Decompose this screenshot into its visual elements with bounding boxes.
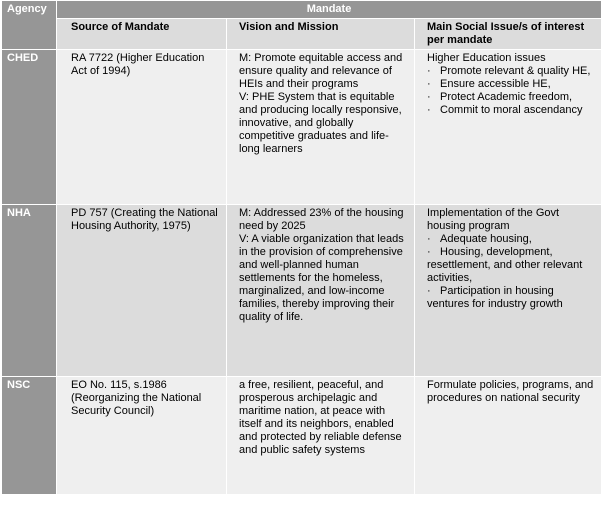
agency-name: NHA [2,205,57,377]
table-row [2,377,602,495]
mission-text: M: Promote equitable access and ensure quality and relevance of HEIs and their programs [239,52,403,90]
issues-cell [415,205,602,377]
issues-intro: Implementation of the Govt housing program [427,207,560,232]
issues-intro: Formulate policies, programs, and procedures on national security [427,379,594,404]
vision-text: V: PHE System that is equitable and producing locally responsive, innovative, and globally competitive graduates and life-long learners [239,91,402,155]
issues-header: Main Social Issue/s of interest per mandate [415,19,602,50]
issues-cell [415,50,602,205]
vision-cell [227,205,415,377]
bullet-icon: · [427,65,431,77]
issue-item: · Participation in housing ventures for industry growth [427,285,563,310]
bullet-icon: · [427,233,431,245]
table-row [2,50,602,205]
agency-name: CHED [2,50,57,205]
vision-header: Vision and Mission [227,19,415,50]
mission-text: M: Addressed 23% of the housing need by 2025 [239,207,404,232]
source-header: Source of Mandate [57,19,227,50]
issue-item: · Housing, development, resettlement, and other relevant activities, [427,246,583,284]
vision-cell [227,377,415,495]
issue-item: · Adequate housing, [427,233,532,245]
bullet-icon: · [427,285,431,297]
issue-item: · Commit to moral ascendancy [427,104,583,116]
table-row [2,205,602,377]
vision-text: V: A viable organization that leads in the provision of comprehensive and well-planned human settlements for the homeless, marginalized, and low-income families, thereby improving their quality of life. [239,233,404,323]
source-cell: RA 7722 (Higher Education Act of 1994) [57,50,227,205]
mandate-table [1,0,602,495]
issue-item: · Protect Academic freedom, [427,91,573,103]
issues-intro: Higher Education issues [427,52,546,64]
bullet-icon: · [427,104,431,116]
bullet-icon: · [427,91,431,103]
source-cell: EO No. 115, s.1986 (Reorganizing the National Security Council) [57,377,227,495]
bullet-icon: · [427,78,431,90]
mandate-header: Mandate [57,1,602,19]
issue-item: · Promote relevant & quality HE, [427,65,591,77]
source-cell: PD 757 (Creating the National Housing Authority, 1975) [57,205,227,377]
bullet-icon: · [427,246,431,258]
agency-header: Agency [2,1,57,50]
agency-name: NSC [2,377,57,495]
vision-text: a free, resilient, peaceful, and prosperous archipelagic and maritime nation, at peace with itself and its neighbors, enabled and protected by reliable defense and public safety systems [239,379,402,456]
vision-cell [227,50,415,205]
issues-cell [415,377,602,495]
issue-item: · Ensure accessible HE, [427,78,551,90]
